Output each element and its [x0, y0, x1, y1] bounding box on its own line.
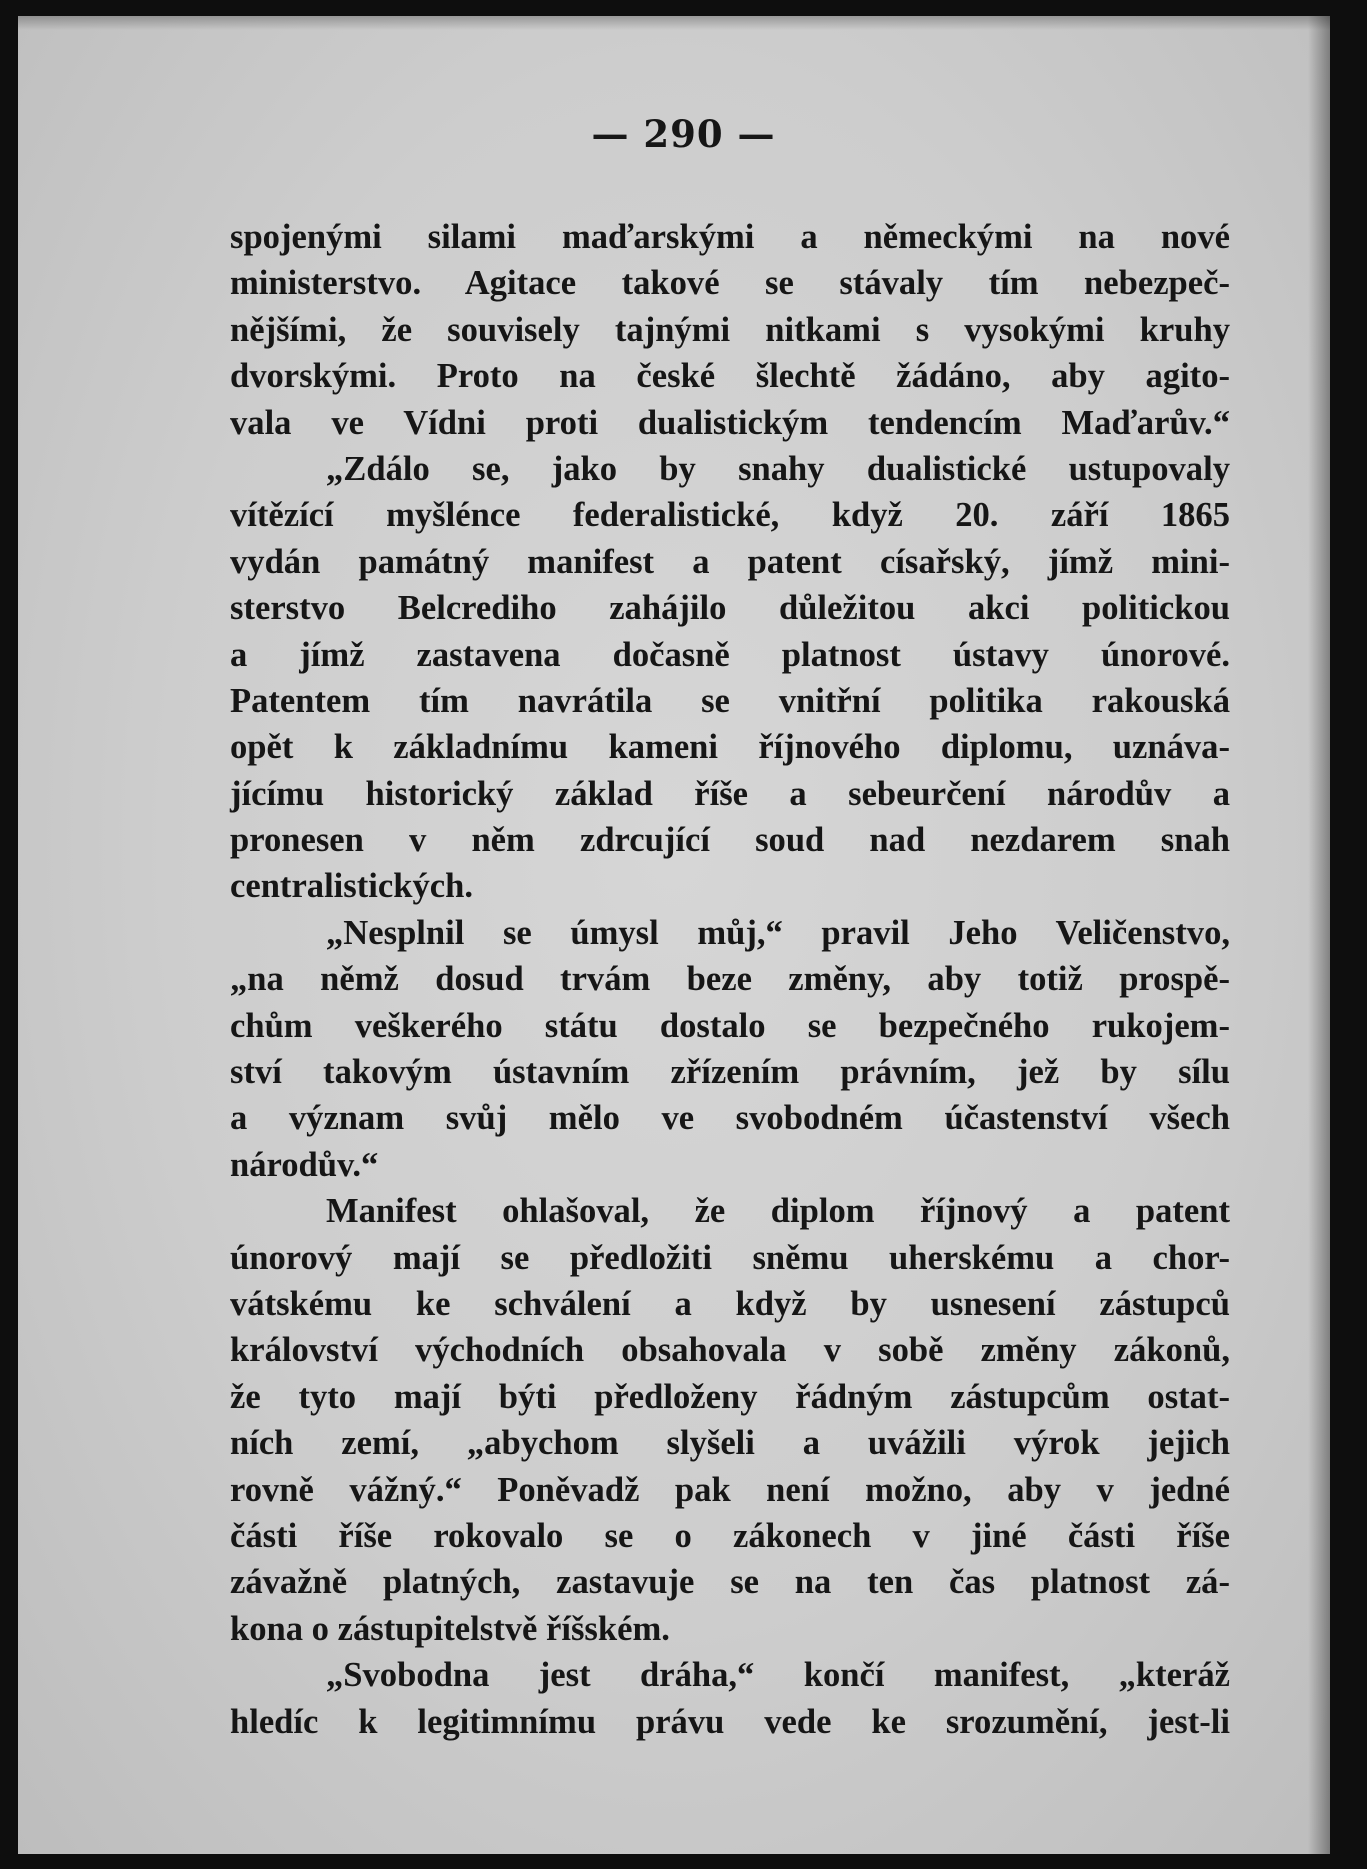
- text-line: kona o zástupitelstvě říšském.: [230, 1609, 670, 1648]
- text-line: „Svobodna jest dráha,“ končí manifest, „kteráž: [326, 1656, 1230, 1695]
- text-line: jícímu historický základ říše a sebeurčení národův a: [230, 774, 1230, 813]
- text-line: opět k základnímu kameni říjnového diplomu, uznáva-: [230, 728, 1230, 767]
- text-line: závažně platných, zastavuje se na ten čas platnost zá-: [230, 1563, 1230, 1602]
- text-line: části říše rokovalo se o zákonech v jiné části říše: [230, 1516, 1230, 1555]
- text-line: a význam svůj mělo ve svobodném účastenství všech: [230, 1099, 1230, 1138]
- page-shadow-top: [18, 16, 1330, 30]
- text-line: centralistických.: [230, 867, 473, 906]
- text-line: království východních obsahovala v sobě změny zákonů,: [230, 1331, 1230, 1370]
- text-line: chům veškerého státu dostalo se bezpečného rukojem-: [230, 1006, 1230, 1045]
- text-line: ství takovým ústavním zřízením právním, jež by sílu: [230, 1053, 1230, 1092]
- text-line: ministerstvo. Agitace takové se stávaly tím nebezpeč-: [230, 264, 1230, 303]
- text-line: dvorskými. Proto na české šlechtě žádáno, aby agito-: [230, 357, 1230, 396]
- text-line: rovně vážný.“ Poněvadž pak není možno, aby v jedné: [230, 1470, 1230, 1509]
- text-line: únorový mají se předložiti sněmu uherskému a chor-: [230, 1238, 1230, 1277]
- text-line: nějšími, že souvisely tajnými nitkami s vysokými kruhy: [230, 310, 1230, 349]
- text-line: „Nesplnil se úmysl můj,“ pravil Jeho Veličenstvo,: [326, 913, 1230, 952]
- text-line: Manifest ohlašoval, že diplom říjnový a patent: [326, 1192, 1230, 1231]
- text-line: spojenými silami maďarskými a německými na nové: [230, 218, 1230, 256]
- text-line: Patentem tím navrátila se vnitřní politika rakouská: [230, 681, 1230, 720]
- text-line: a jímž zastavena dočasně platnost ústavy únorové.: [230, 635, 1230, 674]
- text-line: vydán památný manifest a patent císařský, jímž mini-: [230, 542, 1230, 581]
- text-line: „na němž dosud trvám beze změny, aby totiž prospě-: [230, 960, 1230, 999]
- text-line: vala ve Vídni proti dualistickým tendencím Maďarův.“: [230, 403, 1230, 442]
- page-number: — 290 —: [591, 112, 776, 156]
- text-line: že tyto mají býti předloženy řádným zástupcům ostat-: [230, 1377, 1230, 1416]
- text-line: pronesen v něm zdrcující soud nad nezdarem snah: [230, 821, 1230, 860]
- text-line: hledíc k legitimnímu právu vede ke srozumění, jest-li: [230, 1702, 1230, 1741]
- text-line: národův.“: [230, 1145, 379, 1184]
- page-shadow-right: [1308, 16, 1330, 1854]
- text-line: vítězící myšlénce federalistické, když 20. září 1865: [230, 496, 1230, 535]
- text-line: „Zdálo se, jako by snahy dualistické ustupovaly: [326, 449, 1230, 488]
- text-line: vátskému ke schválení a když by usnesení zástupců: [230, 1284, 1230, 1323]
- text-line: sterstvo Belcrediho zahájilo důležitou akci politickou: [230, 589, 1230, 628]
- text-line: ních zemí, „abychom slyšeli a uvážili výrok jejich: [230, 1424, 1230, 1463]
- body-text: [230, 214, 1230, 1745]
